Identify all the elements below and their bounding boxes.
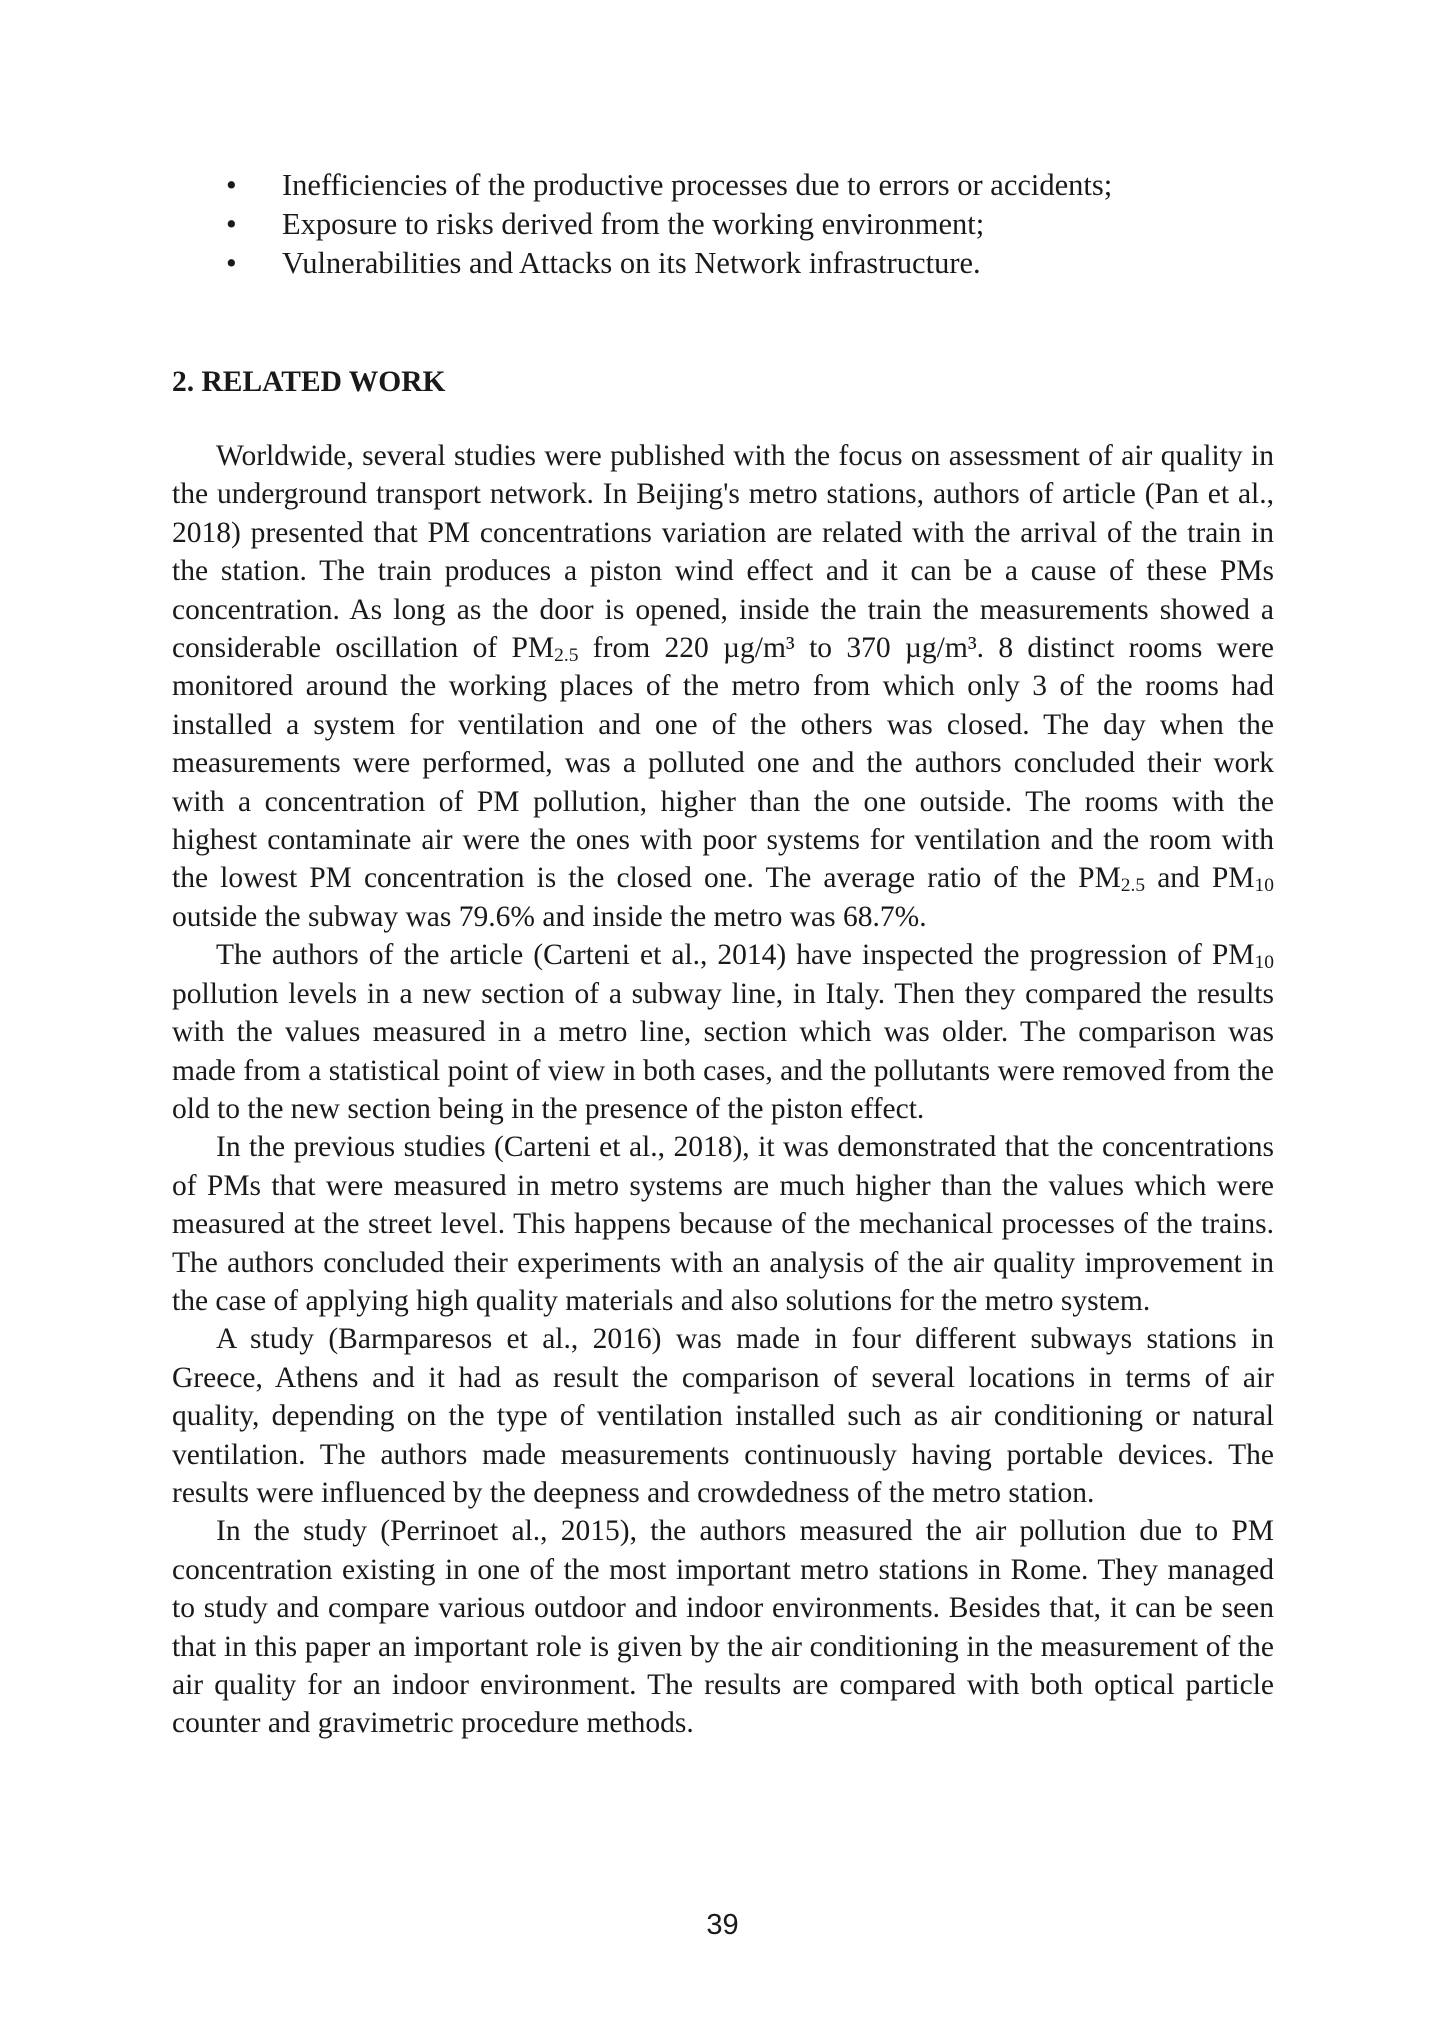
paragraph: A study (Barmparesos et al., 2016) was made in four different subways stations in Greece, Athens and it had as result the comparison of several locations in terms of air quality, depending on the type of ventilation installed such as air conditioning or natural ventilation. The authors made measurements continuously having portable devices. The results were influenced by the deepness and crowdedness of the metro station. <box>172 1323 1274 1509</box>
subscript: 2.5 <box>1120 875 1146 897</box>
section-body <box>172 437 1274 1743</box>
bullet-list <box>172 166 1274 283</box>
page-content <box>172 166 1274 1740</box>
paragraph-text: outside the subway was 79.6% and inside the metro was 68.7%. <box>172 900 927 933</box>
paragraph <box>172 936 1274 1128</box>
subscript: 2.5 <box>554 644 579 666</box>
paragraph-text: pollution levels in a new section of a subway line, in Italy. Then they compared the results with the values measured in a metro line, section which was older. The comparison was made from a statistical point of view in both cases, and the pollutants were removed from the old to the new section being in the presence of the piston effect. <box>172 977 1274 1125</box>
paragraph-text: The authors of the article (Carteni et al., 2014) have inspected the progression of PM <box>216 939 1255 972</box>
subscript: 10 <box>1254 875 1274 897</box>
bullet-item: • Inefficiencies of the productive processes due to errors or accidents; <box>172 166 1274 205</box>
subscript: 10 <box>1254 952 1274 974</box>
paragraph-text: Worldwide, several studies were published with the focus on assessment of air quality in the underground transport network. In Beijing's metro stations, authors of article (Pan et al., 2018) presented that PM concentrations variation are related with the arrival of the train in the station. The train produces a piston wind effect and it can be a cause of these PMs concentration. As long as the door is opened, inside the train the measurements showed a considerable oscillation of PM <box>172 440 1274 665</box>
page-number: 39 <box>706 1909 739 1941</box>
paragraph: In the previous studies (Carteni et al., 2018), it was demonstrated that the concentrations of PMs that were measured in metro systems are much higher than the values which were measured at the street level. This happens because of the mechanical processes of the trains. The authors concluded their experiments with an analysis of the air quality improvement in the case of applying high quality materials and also solutions for the metro system. <box>172 1131 1274 1317</box>
section-heading: 2. RELATED WORK <box>172 366 446 398</box>
paragraph-text: from 220 µg/m³ to 370 µg/m³. 8 distinct rooms were monitored around the working places of the metro from which only 3 of the rooms had installed a system for ventilation and one of the others was closed. The day when the measurements were performed, was a polluted one and the authors concluded their work with a concentration of PM pollution, higher than the one outside. The rooms with the highest contaminate air were the ones with poor systems for ventilation and the room with the lowest PM concentration is the closed one. The average ratio of the PM <box>172 632 1274 895</box>
paragraph-text: and PM <box>1145 862 1255 895</box>
bullet-item: • Exposure to risks derived from the working environment; <box>172 205 1274 244</box>
bullet-item: • Vulnerabilities and Attacks on its Network infrastructure. <box>172 244 1274 283</box>
paragraph <box>172 437 1274 936</box>
paragraph: In the study (Perrinoet al., 2015), the authors measured the air pollution due to PM concentration existing in one of the most important metro stations in Rome. They managed to study and compare various outdoor and indoor environments. Besides that, it can be seen that in this paper an important role is given by the air conditioning in the measurement of the air quality for an indoor environment. The results are compared with both optical particle counter and gravimetric procedure methods. <box>172 1515 1274 1740</box>
